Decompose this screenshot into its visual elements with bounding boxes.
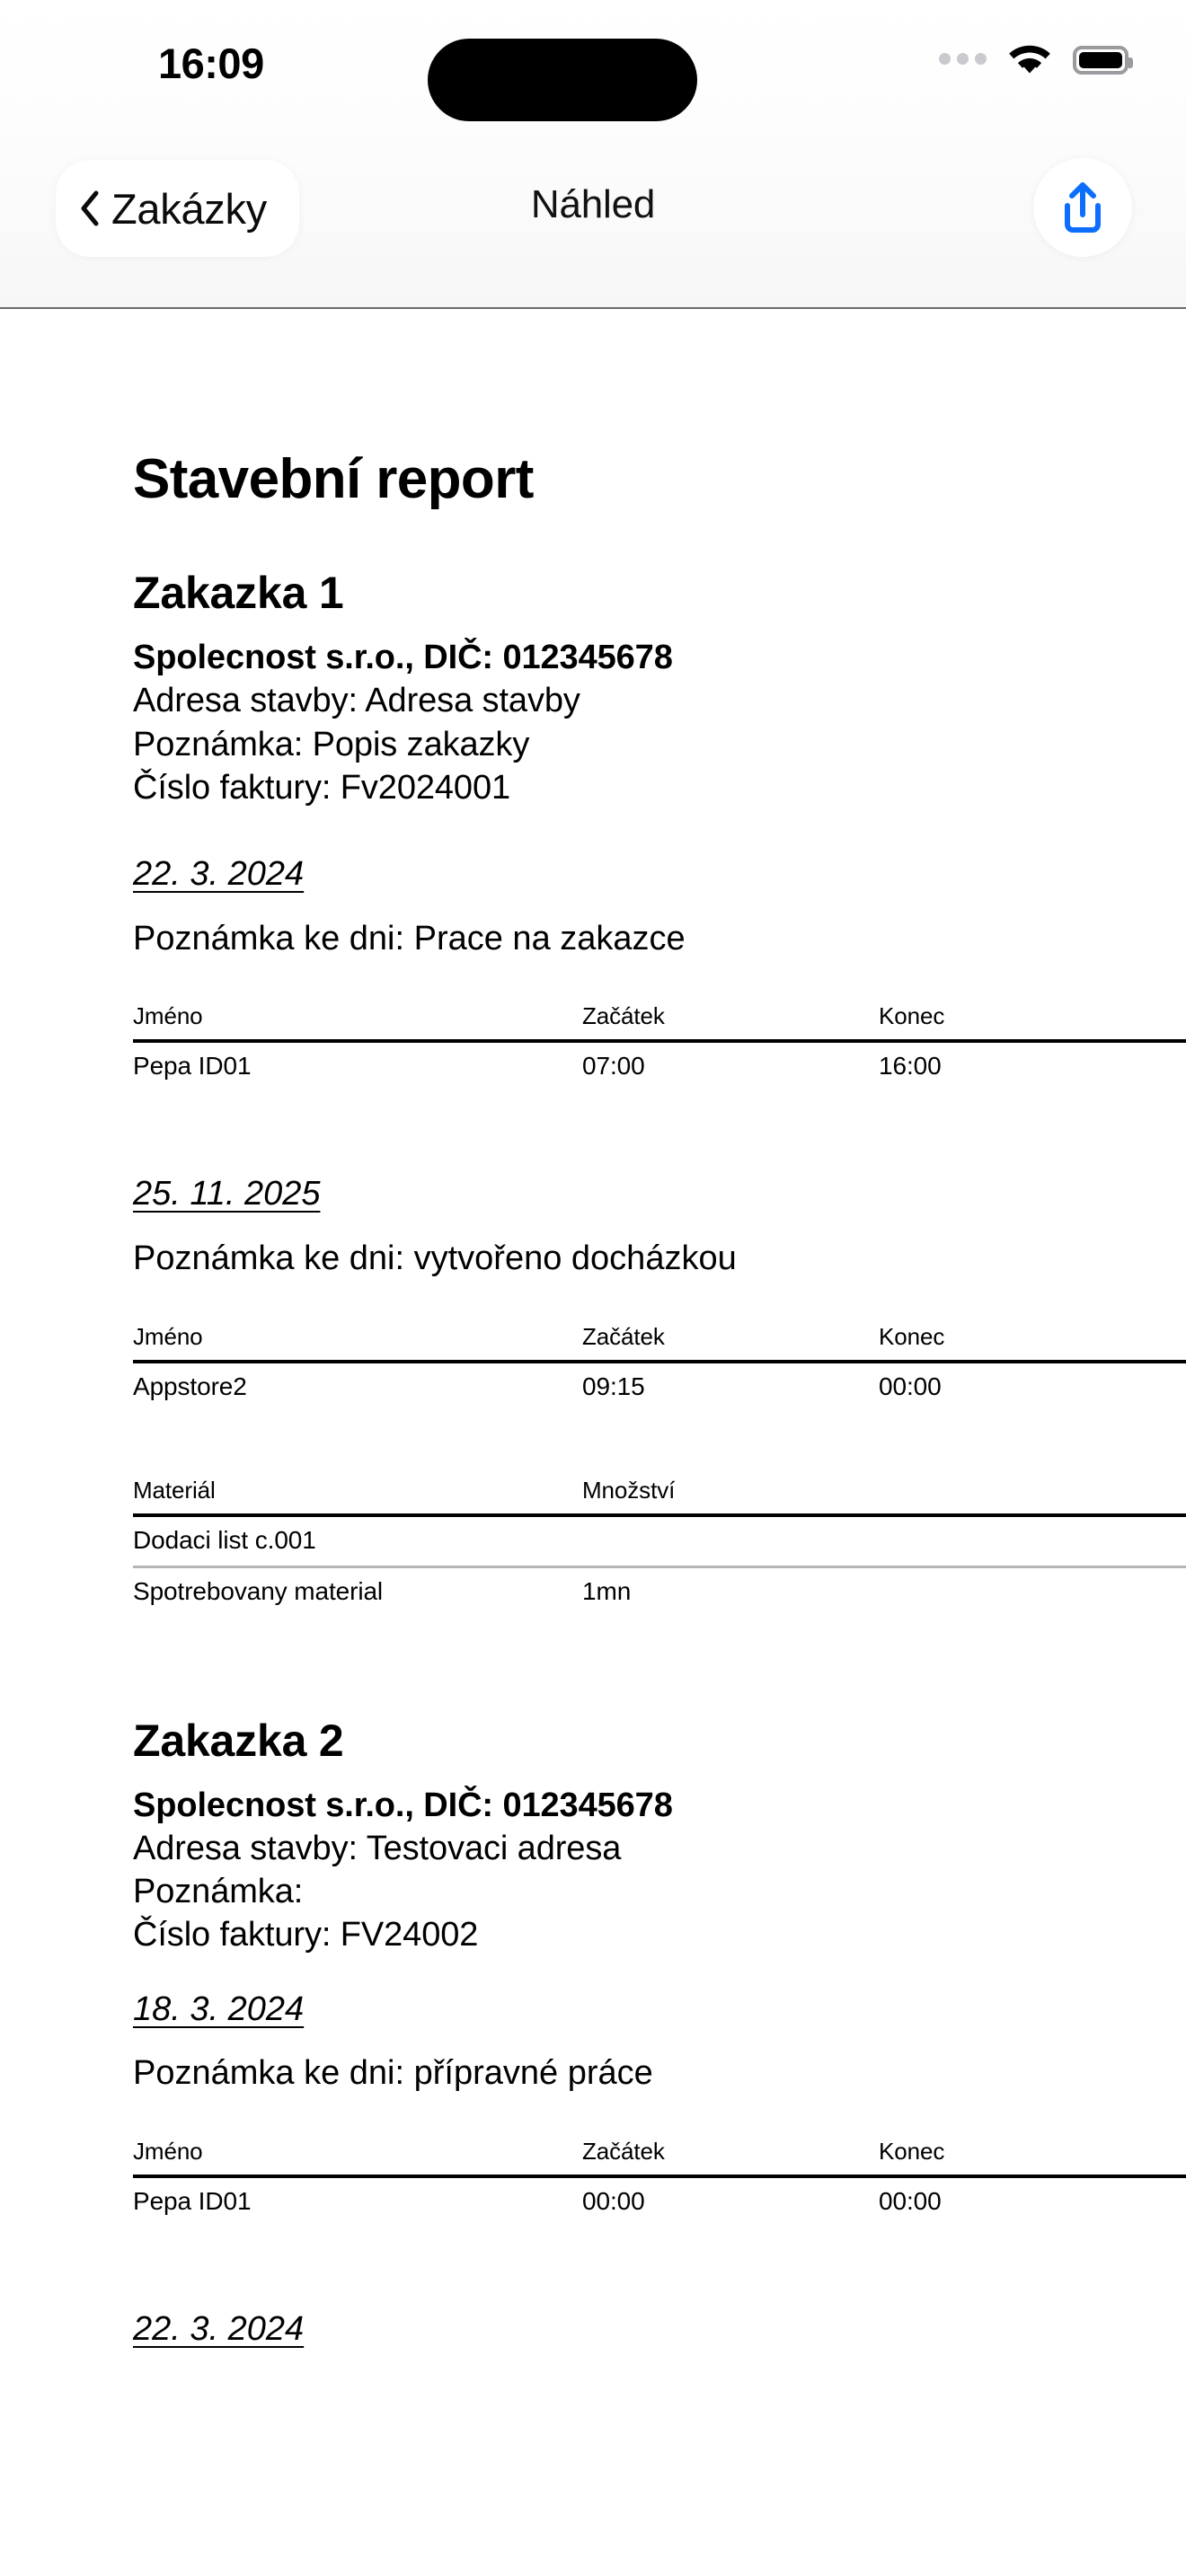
header-end: Konec	[879, 1002, 1186, 1041]
header-start: Začátek	[582, 1323, 879, 1362]
header-start: Začátek	[582, 1002, 879, 1041]
cell-start: 07:00	[582, 1052, 645, 1081]
signal-dots-icon	[939, 38, 987, 83]
workers-table	[133, 1323, 1186, 1412]
header-name: Jméno	[133, 2138, 582, 2176]
battery-icon	[1073, 46, 1128, 75]
table-header-row	[133, 1323, 1186, 1362]
cell-name: Appstore2	[133, 1372, 247, 1400]
cell-start: 09:15	[582, 1372, 645, 1400]
job-title: Zakazka 2	[133, 1715, 344, 1766]
job-address: Adresa stavby: Testovaci adresa	[133, 1829, 622, 1867]
day-date: 18. 3. 2024	[133, 1989, 305, 2028]
header-name: Jméno	[133, 1002, 582, 1041]
app-chrome	[0, 0, 1186, 309]
job-note: Poznámka:	[133, 1873, 304, 1911]
cell-material: Dodaci list c.001	[133, 1515, 582, 1567]
day-note: Poznámka ke dni: Prace na zakazce	[133, 919, 686, 957]
status-bar-time: 16:09	[158, 40, 264, 87]
cell-end: 16:00	[879, 1052, 942, 1081]
workers-table	[133, 2138, 1186, 2227]
header-name: Jméno	[133, 1323, 582, 1362]
day-date: 25. 11. 2025	[133, 1175, 321, 1213]
dynamic-island	[428, 39, 697, 121]
header-quantity: Množství	[582, 1477, 1186, 1515]
report-document	[0, 449, 1186, 2350]
day-entry	[133, 1174, 1186, 1616]
job-address: Adresa stavby: Adresa stavby	[133, 682, 580, 720]
material-table	[133, 1477, 1186, 1617]
page-title: Náhled	[530, 182, 656, 226]
cell-name: Pepa ID01	[133, 1052, 252, 1081]
job-section	[133, 1716, 1186, 2351]
day-note: Poznámka ke dni: přípravné práce	[133, 2054, 653, 2093]
table-row	[133, 1362, 1186, 1412]
cell-end: 00:00	[879, 1372, 942, 1400]
header-end: Konec	[879, 1323, 1186, 1362]
status-bar	[0, 0, 1186, 144]
report-title: Stavební report	[133, 448, 534, 510]
header-start: Začátek	[582, 2138, 879, 2176]
wifi-icon	[1006, 42, 1053, 78]
job-section	[133, 568, 1186, 1616]
job-title: Zakazka 1	[133, 568, 344, 619]
cell-quantity: 1mn	[582, 1576, 632, 1605]
table-header-row	[133, 2138, 1186, 2176]
report-preview-scroll[interactable]	[0, 311, 1186, 2576]
job-company: Spolecnost s.r.o., DIČ: 012345678	[133, 1786, 673, 1824]
cell-quantity	[582, 1515, 1186, 1567]
cell-material: Spotrebovany material	[133, 1576, 384, 1605]
header-material: Materiál	[133, 1477, 582, 1515]
back-button-label: Zakázky	[111, 184, 267, 233]
job-meta	[133, 1784, 1186, 1957]
day-date: 22. 3. 2024	[133, 2309, 305, 2348]
workers-table	[133, 1002, 1186, 1091]
day-note: Poznámka ke dni: vytvořeno docházkou	[133, 1239, 737, 1277]
share-button[interactable]	[1033, 158, 1132, 257]
table-row	[133, 1566, 1186, 1617]
navigation-bar	[0, 144, 1186, 309]
header-end: Konec	[879, 2138, 1186, 2176]
share-upload-icon	[1058, 181, 1108, 234]
job-invoice: Číslo faktury: FV24002	[133, 1916, 479, 1954]
day-date: 22. 3. 2024	[133, 855, 305, 894]
job-note: Poznámka: Popis zakazky	[133, 725, 530, 763]
day-entry	[133, 1989, 1186, 2227]
table-header-row	[133, 1477, 1186, 1515]
cell-name: Pepa ID01	[133, 2186, 252, 2215]
table-row	[133, 1041, 1186, 1091]
cell-end: 00:00	[879, 2186, 942, 2215]
table-row	[133, 1515, 1186, 1567]
cell-start: 00:00	[582, 2186, 645, 2215]
status-bar-indicators	[939, 38, 1128, 83]
job-meta	[133, 636, 1186, 809]
table-header-row	[133, 1002, 1186, 1041]
table-row	[133, 2176, 1186, 2227]
day-entry	[133, 2309, 1186, 2351]
day-entry	[133, 854, 1186, 1091]
job-invoice: Číslo faktury: Fv2024001	[133, 768, 511, 807]
job-company: Spolecnost s.r.o., DIČ: 012345678	[133, 639, 673, 677]
